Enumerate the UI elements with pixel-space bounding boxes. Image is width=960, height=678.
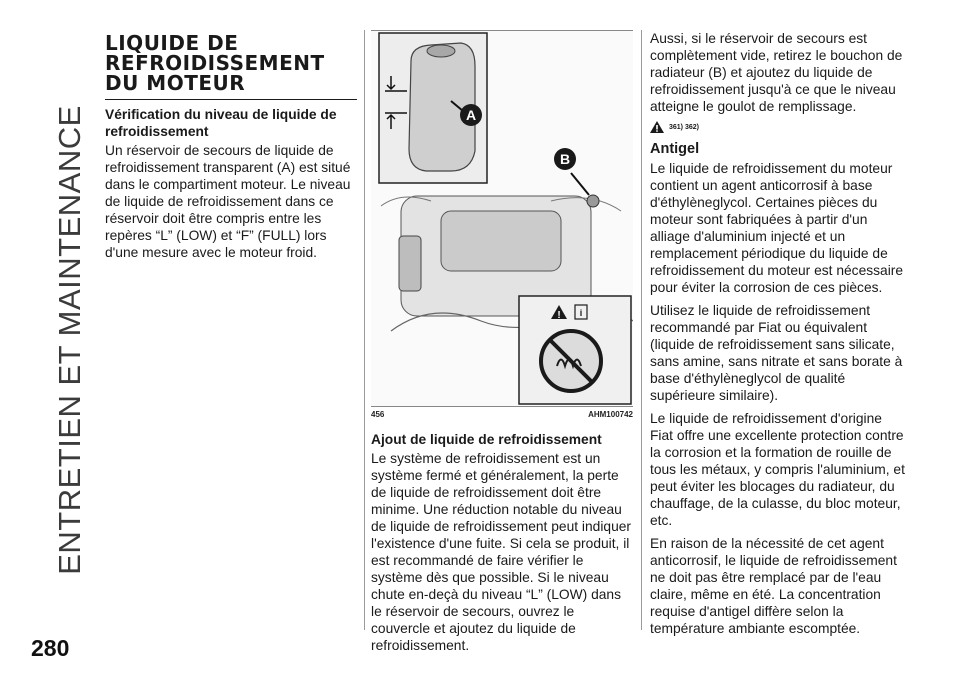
- reservoir-cap: [427, 45, 455, 57]
- manual-book-mark: i: [579, 308, 583, 318]
- section-title-line-3: DU MOTEUR: [105, 71, 246, 95]
- section-title-line-2: REFROIDISSEMENT: [105, 51, 325, 75]
- engine-bay-illustration: [371, 31, 633, 406]
- warning-reference: [650, 121, 908, 133]
- antifreeze-heading: Antigel: [650, 141, 700, 157]
- antifreeze-paragraph-2: Utilisez le liquide de refroidissement recommandé par Fiat ou équivalent (liquide de refroidissement sans silicate, sans amine, sans nitrate et sans borate à base d'éthylèneglycol de qualité supérieure similaire).: [650, 303, 903, 403]
- reservoir-in-bay-shape: [399, 236, 421, 291]
- figure-code: AHM100742: [588, 410, 633, 419]
- callout-a-label: A: [465, 107, 477, 123]
- column-right: [650, 30, 908, 643]
- figure-caption: [371, 410, 633, 419]
- adding-coolant-heading: Ajout de liquide de refroidissement: [371, 432, 602, 447]
- column-divider: [364, 30, 365, 630]
- engine-bay-figure: [371, 30, 633, 407]
- radiator-cap-shape: [587, 195, 599, 207]
- callout-b-label: B: [559, 151, 571, 167]
- figure-number: 456: [371, 410, 385, 419]
- section-title-line-1: LIQUIDE DE: [105, 31, 239, 55]
- section-title: [105, 33, 357, 100]
- column-left: [105, 30, 357, 267]
- check-level-heading: Vérification du niveau de liquide de refroidissement: [105, 107, 337, 139]
- column-middle: [371, 30, 633, 660]
- warning-small-icon: [650, 121, 664, 133]
- column-divider: [641, 30, 642, 630]
- reserve-paragraph: Aussi, si le réservoir de secours est complètement vide, retirez le bouchon de radiateur (B) et ajoutez du liquide de refroidissement jusqu'à ce que le niveau atteigne le goulot de remplissage.: [650, 31, 903, 114]
- page-number: 280: [31, 635, 70, 661]
- adding-coolant-paragraph: Le système de refroidissement est un système fermé et généralement, la perte de liquide de refroidissement doit être minime. Une réduction notable du niveau de liquide de refroidissement peut indiquer l'existence d'une fuite. Si cela se produit, il est recommandé de faire vérifier le système dès que possible. Si le niveau chute en-deçà du niveau “L” (LOW) dans le réservoir de secours, ouvrez le couvercle et ajoutez du liquide de refroidissement.: [371, 451, 632, 653]
- antifreeze-paragraph-3: Le liquide de refroidissement d'origine Fiat offre une excellente protection contre la corrosion et la formation de rouille de tous les métaux, y compris l'aluminium, et peut éviter les blocages du radiateur, du chauffage, de la culasse, du bloc moteur, etc.: [650, 411, 905, 528]
- antifreeze-paragraph-4: En raison de la nécessité de cet agent anticorrosif, le liquide de refroidissement ne doit pas être remplacé par de l'eau claire, même en été. La concentration requise d'antigel diffère selon la température ambiante escomptée.: [650, 536, 897, 636]
- callout-b-leader: [571, 173, 589, 195]
- chapter-side-tab: ENTRETIEN ET MAINTENANCE: [52, 105, 87, 575]
- check-level-paragraph: Un réservoir de secours de liquide de refroidissement transparent (A) est situé dans le compartiment moteur. Le niveau de liquide de refroidissement dans ce réservoir doit être compris entre les repères “L” (LOW) et “F” (FULL) lors d'une mesure avec le moteur froid.: [105, 143, 351, 260]
- note-references: 361) 362): [669, 123, 699, 131]
- warning-triangle-mark: !: [557, 310, 561, 321]
- engine-cover-shape: [441, 211, 561, 271]
- antifreeze-paragraph-1: Le liquide de refroidissement du moteur contient un agent anticorrosif à base d'éthylèneglycol. Certaines pièces du moteur sont fabriquées à partir d'un alliage d'aluminium injecté et un remplacement périodique du liquide de refroidissement du moteur est nécessaire pour éviter la corrosion de ces pièces.: [650, 161, 904, 295]
